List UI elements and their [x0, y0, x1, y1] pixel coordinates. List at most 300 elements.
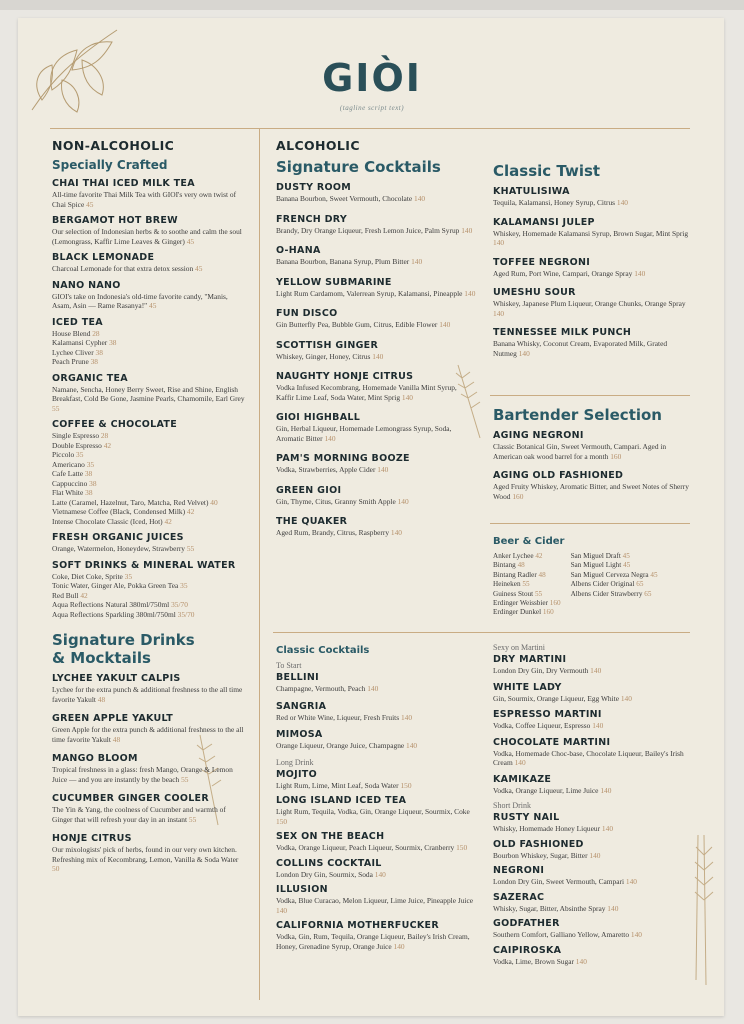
signature-mocktails-list: [52, 673, 247, 874]
menu-item-name: SEX ON THE BEACH: [276, 831, 385, 842]
menu-item-name: ILLUSION: [276, 884, 328, 895]
menu-item: [52, 753, 247, 784]
menu-item-description: Whisky, Sugar, Bitter, Absinthe Spray 140: [493, 903, 619, 913]
beer-price: 55: [534, 589, 543, 598]
menu-item-line: Piccolo 35: [52, 450, 84, 459]
menu-item-name: CHAI THAI ICED MILK TEA: [52, 178, 195, 189]
beer-item: Erdinger Weissbier 160: [493, 599, 561, 608]
menu-item-price: 45: [195, 264, 203, 273]
menu-item: [52, 280, 247, 311]
menu-item-name: YELLOW SUBMARINE: [276, 276, 392, 288]
menu-item-price: 48: [112, 734, 121, 744]
menu-item: [276, 340, 476, 362]
menu-item-description: Whiskey, Ginger, Honey, Citrus 140: [276, 351, 384, 361]
menu-item: [276, 412, 476, 443]
short-drink-list: [493, 812, 691, 966]
menu-item-price: 140: [276, 905, 288, 915]
menu-item-price: 140: [630, 930, 642, 939]
menu-item-name: SANGRIA: [276, 700, 327, 712]
menu-item: [52, 532, 247, 554]
beer-price: 160: [549, 599, 561, 608]
menu-item-line: Intense Chocolate Classic (Iced, Hot) 42: [52, 516, 172, 526]
menu-item: [52, 373, 247, 414]
menu-item: [493, 812, 691, 834]
menu-item-line: Flat White 38: [52, 488, 93, 497]
menu-item-line: Cafe Latte 38: [52, 469, 93, 478]
menu-item-price: 35/70: [171, 600, 188, 609]
menu-item-description: Gin, Sourmix, Orange Liqueur, Egg White 140: [493, 693, 632, 703]
menu-item-name: OLD FASHIONED: [493, 838, 584, 850]
menu-item-name: BLACK LEMONADE: [52, 252, 155, 263]
menu-item-price: 40: [210, 497, 218, 507]
menu-item-price: 38: [84, 469, 93, 478]
menu-item-name: AGING NEGRONI: [493, 430, 584, 441]
menu-item-name: FRESH ORGANIC JUICES: [52, 532, 184, 543]
menu-item-name: BERGAMOT HOT BREW: [52, 215, 178, 226]
menu-item-name: RUSTY NAIL: [493, 812, 560, 823]
menu-item-price: 140: [374, 869, 386, 879]
menu-item-description: Classic Botanical Gin, Sweet Vermouth, Campari. Aged in American oak wood barrel for a month 160: [493, 442, 667, 461]
menu-item-name: NAUGHTY HONJE CITRUS: [276, 371, 414, 382]
beer-price: 48: [538, 570, 546, 579]
menu-item-description: Vodka, Orange Liqueur, Peach Liqueur, Sourmix, Cranberry 150: [276, 843, 468, 852]
menu-item-price: 42: [103, 440, 112, 450]
menu-item-description: Lychee for the extra punch & additional freshness to the all time favorite Yakult 48: [52, 685, 243, 704]
menu-item-description: Our selection of Indonesian herbs & to soothe and calm the soul (Lemongrass, Kaffir Lime Leaves & Ginger) 45: [52, 227, 242, 246]
menu-item-price: 38: [89, 478, 97, 488]
beer-price: 45: [622, 552, 630, 560]
menu-item-name: GIOI HIGHBALL: [276, 412, 361, 423]
menu-item-name: NEGRONI: [493, 865, 545, 876]
menu-item-description: Green Apple for the extra punch & additional freshness to the all time favorite Yakult 48: [52, 725, 244, 744]
menu-item-price: 140: [377, 465, 389, 474]
beer-price: 45: [650, 570, 658, 579]
menu-item-name: PAM'S MORNING BOOZE: [276, 453, 410, 464]
menu-item-name: O-HANA: [276, 245, 321, 256]
to-start-label: To Start: [276, 661, 302, 670]
menu-item-description: Orange Liqueur, Orange Juice, Champagne 140: [276, 741, 418, 750]
menu-item-price: 140: [372, 351, 384, 361]
menu-item-line: Tonic Water, Ginger Ale, Pokka Green Tea 35: [52, 581, 188, 590]
beer-column: [493, 534, 691, 618]
menu-item-name: COLLINS COCKTAIL: [276, 857, 382, 869]
menu-item-description: Charcoal Lemonade for that extra detox session 45: [52, 264, 203, 273]
menu-item-price: 140: [514, 758, 526, 767]
classic-cocktails-title: Classic Cocktails: [276, 645, 370, 656]
menu-item-name: KHATULISIWA: [493, 186, 570, 197]
menu-item-name: THE QUAKER: [276, 516, 348, 527]
beer-item: Bintang 48: [493, 561, 525, 570]
beer-item: Anker Lychee 42: [493, 552, 543, 560]
menu-item-price: 48: [97, 694, 106, 704]
menu-item-description: Vodka, Homemade Choc-base, Chocolate Liqueur, Bailey's Irish Cream 140: [493, 748, 684, 767]
menu-item-price: 140: [411, 257, 423, 266]
menu-item: [276, 920, 476, 951]
menu-item-name: FUN DISCO: [276, 308, 338, 319]
menu-item-price: 140: [607, 903, 619, 913]
menu-item: [493, 257, 691, 279]
menu-item-description: Tequila, Kalamansi, Honey Syrup, Citrus 140: [493, 198, 628, 207]
menu-item-price: 55: [186, 544, 195, 553]
menu-item: [493, 918, 691, 940]
menu-item-price: 160: [610, 451, 622, 461]
beer-price: 65: [644, 589, 652, 598]
classic-cocktails-right: [493, 643, 691, 971]
bartender-selection-title: Bartender Selection: [493, 406, 662, 424]
menu-item-name: MIMOSA: [276, 729, 323, 740]
menu-item-price: 55: [52, 403, 60, 413]
menu-item-name: FRENCH DRY: [276, 213, 348, 225]
menu-item: [493, 287, 691, 318]
menu-item: [52, 178, 247, 209]
menu-item-description: Vodka, Lime, Brown Sugar 140: [493, 956, 587, 966]
menu-item: [276, 371, 476, 402]
menu-item-name: GREEN GIOI: [276, 484, 342, 496]
menu-item-description: Vodka, Coffee Liqueur, Espresso 140: [493, 721, 604, 730]
menu-item-line: Aqua Reflections Natural 380ml/750ml 35/70: [52, 600, 188, 609]
beer-item: Bintang Radler 48: [493, 570, 546, 579]
menu-item-description: All-time favorite Thai Milk Tea with GIOI's very own twist of Chai Spice 45: [52, 190, 237, 209]
column-divider: [259, 128, 260, 1000]
menu-item-price: 150: [456, 843, 468, 852]
signature-cocktails-column: [276, 138, 476, 548]
martini-list: [493, 654, 691, 795]
menu-item: [276, 795, 476, 826]
menu-item-price: 140: [592, 721, 604, 730]
classic-twist-title: Classic Twist: [493, 162, 601, 180]
menu-item-description: GIOI's take on Indonesia's old-time favorite candy, "Manis, Asam, Asin — Rame Rasanya!" 45: [52, 291, 228, 310]
menu-item-price: 45: [186, 236, 195, 246]
menu-item: [276, 245, 476, 267]
menu-item-name: LYCHEE YAKULT CALPIS: [52, 673, 181, 684]
bartender-column: [493, 404, 691, 510]
menu-item: [276, 858, 476, 880]
menu-item: [493, 682, 691, 704]
beer-price: 55: [522, 580, 530, 589]
beer-price: 48: [517, 561, 525, 570]
menu-item-name: CUCUMBER GINGER COOLER: [52, 793, 209, 804]
menu-item-name: GODFATHER: [493, 918, 560, 929]
beer-list: [493, 552, 691, 618]
menu-item-price: 140: [616, 198, 628, 207]
menu-item-description: Whisky, Homemade Honey Liqueur 140: [493, 824, 614, 833]
specially-crafted-title: Specially Crafted: [52, 158, 168, 172]
menu-item: [493, 709, 691, 731]
beer-item: Erdinger Dunkel 160: [493, 608, 554, 617]
menu-item-name: MANGO BLOOM: [52, 753, 138, 764]
beer-item: Albens Cider Strawberry 65: [570, 589, 652, 598]
menu-item: [276, 453, 476, 475]
menu-item-name: KALAMANSI JULEP: [493, 216, 595, 228]
menu-item-description: Bourbon Whiskey, Sugar, Bitter 140: [493, 850, 601, 860]
menu-item: [276, 831, 476, 853]
menu-item-name: SCOTTISH GINGER: [276, 339, 379, 351]
classic-cocktails-divider: [273, 632, 690, 633]
signature-mocktails-title-line1: Signature Drinks: [52, 631, 195, 649]
menu-item-line: Latte (Caramel, Hazelnut, Taro, Matcha, Red Velvet) 40: [52, 497, 218, 507]
menu-item: [493, 217, 691, 248]
menu-item-description: London Dry Gin, Dry Vermouth 140: [493, 666, 602, 675]
menu-item-price: 140: [590, 666, 602, 675]
menu-item-line: Red Bull 42: [52, 590, 88, 600]
menu-item-price: 35: [76, 450, 84, 459]
menu-item-price: 140: [493, 238, 505, 247]
beer-item: San Miguel Light 45: [570, 561, 631, 570]
menu-item-line: Cappuccino 38: [52, 478, 97, 488]
menu-item-name: GREEN APPLE YAKULT: [52, 713, 174, 724]
menu-item-description: Aged Fruity Whiskey, Aromatic Bitter, and Sweet Notes of Sherry Wood 160: [493, 482, 689, 501]
menu-item-name: LONG ISLAND ICED TEA: [276, 795, 407, 806]
menu-item-price: 160: [512, 491, 524, 501]
menu-item: [52, 560, 247, 620]
long-drink-label: Long Drink: [276, 757, 314, 767]
menu-item-name: DRY MARTINI: [493, 654, 567, 665]
menu-item-price: 42: [80, 590, 88, 600]
long-drink-list: [276, 769, 476, 952]
menu-item: [493, 945, 691, 967]
menu-item-name: HONJE CITRUS: [52, 833, 132, 844]
beer-price: 42: [535, 552, 543, 560]
menu-item-price: 140: [589, 850, 601, 860]
menu-item-price: 140: [324, 433, 336, 443]
classic-twist-list: [493, 186, 691, 358]
menu-item-price: 45: [149, 301, 157, 310]
menu-item-price: 140: [620, 693, 632, 703]
menu-item: [493, 327, 691, 358]
menu-item-description: Vodka Infused Kecombrang, Homemade Vanilla Mint Syrup, Kaffir Lime Leaf, Soda Water, Mint Sprig 140: [276, 383, 457, 402]
menu-item-price: 150: [276, 816, 288, 826]
menu-item-price: 35/70: [177, 609, 195, 619]
menu-item-name: SOFT DRINKS & MINERAL WATER: [52, 559, 236, 571]
menu-item-description: Gin, Herbal Liqueur, Homemade Lemongrass Syrup, Soda, Aromatic Bitter 140: [276, 424, 452, 443]
menu-item-price: 140: [493, 308, 505, 318]
menu-item: [276, 277, 476, 299]
menu-item-price: 140: [439, 320, 451, 329]
menu-item: [52, 215, 247, 246]
menu-item-price: 45: [86, 199, 94, 209]
menu-item: [493, 737, 691, 768]
menu-item-description: Light Rum, Tequila, Vodka, Gin, Orange Liqueur, Sourmix, Coke 150: [276, 807, 470, 826]
menu-item-description: Aged Rum, Brandy, Citrus, Raspberry 140: [276, 528, 402, 537]
beer-cider-title: Beer & Cider: [493, 536, 565, 547]
brand-logo: GIÒI: [322, 56, 422, 100]
menu-item-description: Gin Butterfly Pea, Bubble Gum, Citrus, Edible Flower 140: [276, 320, 451, 329]
menu-item-description: Champagne, Vermouth, Peach 140: [276, 684, 379, 693]
menu-item-description: Red or White Wine, Liqueur, Fresh Fruits 140: [276, 712, 413, 722]
menu-item-line: Americano 35: [52, 459, 95, 469]
menu-item: [276, 769, 476, 791]
menu-item-line: Single Espresso 28: [52, 431, 109, 440]
beer-price: 160: [542, 608, 554, 617]
menu-item-line: Coke, Diet Coke, Sprite 35: [52, 571, 133, 581]
menu-item: [493, 892, 691, 914]
menu-item-description: Our mixologists' pick of herbs, found in our very own kitchen. Refreshing mix of Kecombrang, Lemon, Vanilla & Soda Water 50: [52, 845, 239, 873]
menu-item-price: 140: [406, 741, 418, 750]
menu-item-price: 140: [397, 496, 409, 506]
menu-item-name: KAMIKAZE: [493, 773, 552, 785]
menu-item-name: COFFEE & CHOCOLATE: [52, 419, 177, 430]
menu-item-price: 150: [400, 780, 412, 790]
menu-item-line: Aqua Reflections Sparkling 380ml/750ml 35/70: [52, 609, 195, 619]
menu-item: [52, 673, 247, 704]
menu-item: [276, 672, 476, 694]
menu-item: [276, 516, 476, 538]
menu-item-name: CAIPIROSKA: [493, 944, 562, 956]
menu-item: [52, 252, 247, 274]
menu-item-description: Vodka, Gin, Rum, Tequila, Orange Liqueur, Bailey's Irish Cream, Honey, Grenadine Syrup, Orange Juice 140: [276, 932, 470, 951]
classic-cocktails-left: [276, 643, 476, 956]
menu-item-line: Vietnamese Coffee (Black, Condensed Milk) 42: [52, 507, 195, 516]
beer-price: 45: [623, 561, 631, 570]
menu-item-description: Southern Comfort, Galliano Yellow, Amaretto 140: [493, 930, 642, 939]
non-alcoholic-column: [52, 138, 247, 883]
menu-item: [493, 865, 691, 887]
menu-item-description: Whiskey, Homemade Kalamansi Syrup, Brown Sugar, Mint Sprig 140: [493, 228, 689, 247]
menu-item-price: 28: [100, 431, 109, 440]
menu-item-description: London Dry Gin, Sourmix, Soda 140: [276, 869, 386, 879]
menu-item: [493, 430, 691, 461]
menu-item-name: MOJITO: [276, 768, 317, 780]
menu-item-price: 38: [90, 357, 98, 366]
menu-item-name: CALIFORNIA MOTHERFUCKER: [276, 920, 439, 931]
beer-item: Guiness Stout 55: [493, 589, 543, 598]
menu-item: [493, 186, 691, 208]
menu-item-name: BELLINI: [276, 672, 319, 683]
menu-item-line: House Blend 28: [52, 328, 100, 338]
signature-mocktails-title-line2: & Mocktails: [52, 649, 151, 667]
brand-tagline: (tagline script text): [339, 104, 405, 112]
menu-item-description: London Dry Gin, Sweet Vermouth, Campari 140: [493, 877, 637, 886]
header-divider: [50, 128, 690, 129]
menu-item: [52, 419, 247, 526]
menu-item: [52, 793, 247, 824]
wheat-stalk-icon: [686, 830, 722, 990]
menu-item-price: 140: [390, 528, 402, 537]
menu-item-description: Banana Whisky, Coconut Cream, Evaporated Milk, Grated Nutmeg 140: [493, 339, 668, 358]
menu-item-price: 50: [52, 864, 60, 873]
menu-item-price: 140: [518, 348, 530, 358]
bartender-list: [493, 430, 691, 501]
menu-item-price: 42: [186, 507, 195, 516]
signature-cocktails-title: Signature Cocktails: [276, 158, 441, 176]
menu-item-line: Kalamansi Cypher 38: [52, 338, 117, 347]
sexy-martini-label: Sexy on Martini: [493, 643, 545, 652]
menu-item: [493, 774, 691, 796]
menu-item-price: 140: [367, 684, 379, 693]
menu-item: [52, 713, 247, 744]
menu-item-description: Light Rum, Lime, Mint Leaf, Soda Water 150: [276, 780, 412, 790]
menu-item: [493, 470, 691, 501]
classic-twist-column: [493, 160, 691, 367]
menu-item-price: 28: [92, 328, 100, 338]
menu-item-price: 55: [181, 774, 189, 784]
menu-item-description: Banana Bourbon, Sweet Vermouth, Chocolate 140: [276, 194, 426, 203]
menu-item-price: 140: [600, 785, 612, 795]
beer-item: Albens Cider Original 65: [570, 580, 644, 589]
menu-item-price: 140: [401, 392, 413, 402]
menu-item-line: Lychee Cliver 38: [52, 347, 103, 357]
menu-item-description: Light Rum Cardamom, Valerrean Syrup, Kalamansi, Pineapple 140: [276, 288, 476, 298]
menu-item-description: Vodka, Strawberries, Apple Cider 140: [276, 465, 389, 474]
menu-item-price: 35: [180, 581, 188, 590]
menu-item: [276, 884, 476, 915]
menu-item-price: 42: [164, 516, 172, 526]
beer-price: 65: [636, 580, 644, 589]
menu-item-price: 38: [109, 338, 117, 347]
short-drink-label: Short Drink: [493, 801, 531, 810]
menu-item-description: Namane, Sencha, Honey Berry Sweet, Rise and Shine, English Breakfast, Cold Be Gone, Jasmine Pearls, Chamomile, Earl Grey 55: [52, 384, 245, 413]
menu-item-price: 140: [414, 194, 426, 203]
menu-item: [276, 701, 476, 723]
classic-twist-divider: [490, 395, 690, 396]
signature-cocktails-list: [276, 182, 476, 538]
menu-item-name: SAZERAC: [493, 891, 545, 903]
menu-item: [52, 317, 247, 367]
menu-item-name: NANO NANO: [52, 279, 121, 291]
beer-list-left: [493, 552, 561, 618]
signature-mocktails-title: [52, 631, 247, 667]
menu-item-name: TOFFEE NEGRONI: [493, 256, 591, 268]
menu-item: [493, 654, 691, 676]
menu-item-price: 140: [400, 712, 413, 722]
menu-item-price: 140: [634, 268, 646, 278]
menu-item-line: Peach Prune 38: [52, 357, 98, 366]
menu-item-price: 140: [393, 941, 405, 951]
menu-item-description: The Yin & Yang, the coolness of Cucumber and warmth of Ginger that will refresh your day in an instant 55: [52, 805, 226, 824]
non-alcoholic-heading: NON-ALCOHOLIC: [52, 138, 175, 153]
menu-item: [276, 214, 476, 236]
menu-item-name: DUSTY ROOM: [276, 182, 352, 193]
beer-item: Heineken 55: [493, 580, 530, 589]
bartender-divider: [490, 523, 690, 524]
menu-item: [52, 833, 247, 874]
menu-item-line: Double Espresso 42: [52, 440, 112, 450]
top-strip: [0, 0, 744, 10]
menu-item: [276, 308, 476, 330]
menu-item-description: Whiskey, Japanese Plum Liqueur, Orange Chunks, Orange Spray 140: [493, 299, 686, 318]
menu-item-name: AGING OLD FASHIONED: [493, 470, 624, 481]
menu-item-name: ESPRESSO MARTINI: [493, 709, 602, 720]
menu-item-price: 35: [86, 459, 95, 469]
menu-item-name: ICED TEA: [52, 316, 103, 328]
menu-item-description: Banana Bourbon, Banana Syrup, Plum Bitter 140: [276, 257, 423, 266]
menu-item-price: 55: [188, 814, 197, 824]
menu-item-price: 140: [461, 225, 473, 235]
menu-item-name: TENNESSEE MILK PUNCH: [493, 327, 632, 338]
menu-item-price: 38: [95, 347, 103, 357]
menu-item-description: Aged Rum, Port Wine, Campari, Orange Spray 140: [493, 268, 646, 278]
menu-item-price: 140: [575, 956, 587, 966]
beer-item: San Miguel Cerveza Negra 45: [570, 570, 658, 579]
menu-item-description: Vodka, Orange Liqueur, Lime Juice 140: [493, 785, 612, 795]
menu-item-name: UMESHU SOUR: [493, 287, 576, 298]
menu-item-price: 140: [601, 824, 614, 833]
menu-item-description: Vodka, Blue Curacao, Melon Liqueur, Lime Juice, Pineapple Juice 140: [276, 896, 474, 915]
menu-item: [276, 729, 476, 751]
menu-item-price: 140: [464, 288, 476, 298]
menu-item: [276, 182, 476, 204]
menu-item-name: ORGANIC TEA: [52, 372, 128, 384]
menu-item-price: 140: [625, 877, 637, 886]
menu-item: [493, 839, 691, 861]
specially-crafted-list: [52, 178, 247, 619]
menu-item-description: Orange, Watermelon, Honeydew, Strawberry 55: [52, 544, 195, 553]
menu-item-price: 38: [85, 488, 93, 497]
beer-item: San Miguel Draft 45: [570, 552, 630, 560]
to-start-list: [276, 672, 476, 751]
menu-item-name: CHOCOLATE MARTINI: [493, 736, 611, 748]
alcoholic-heading: ALCOHOLIC: [276, 138, 360, 153]
